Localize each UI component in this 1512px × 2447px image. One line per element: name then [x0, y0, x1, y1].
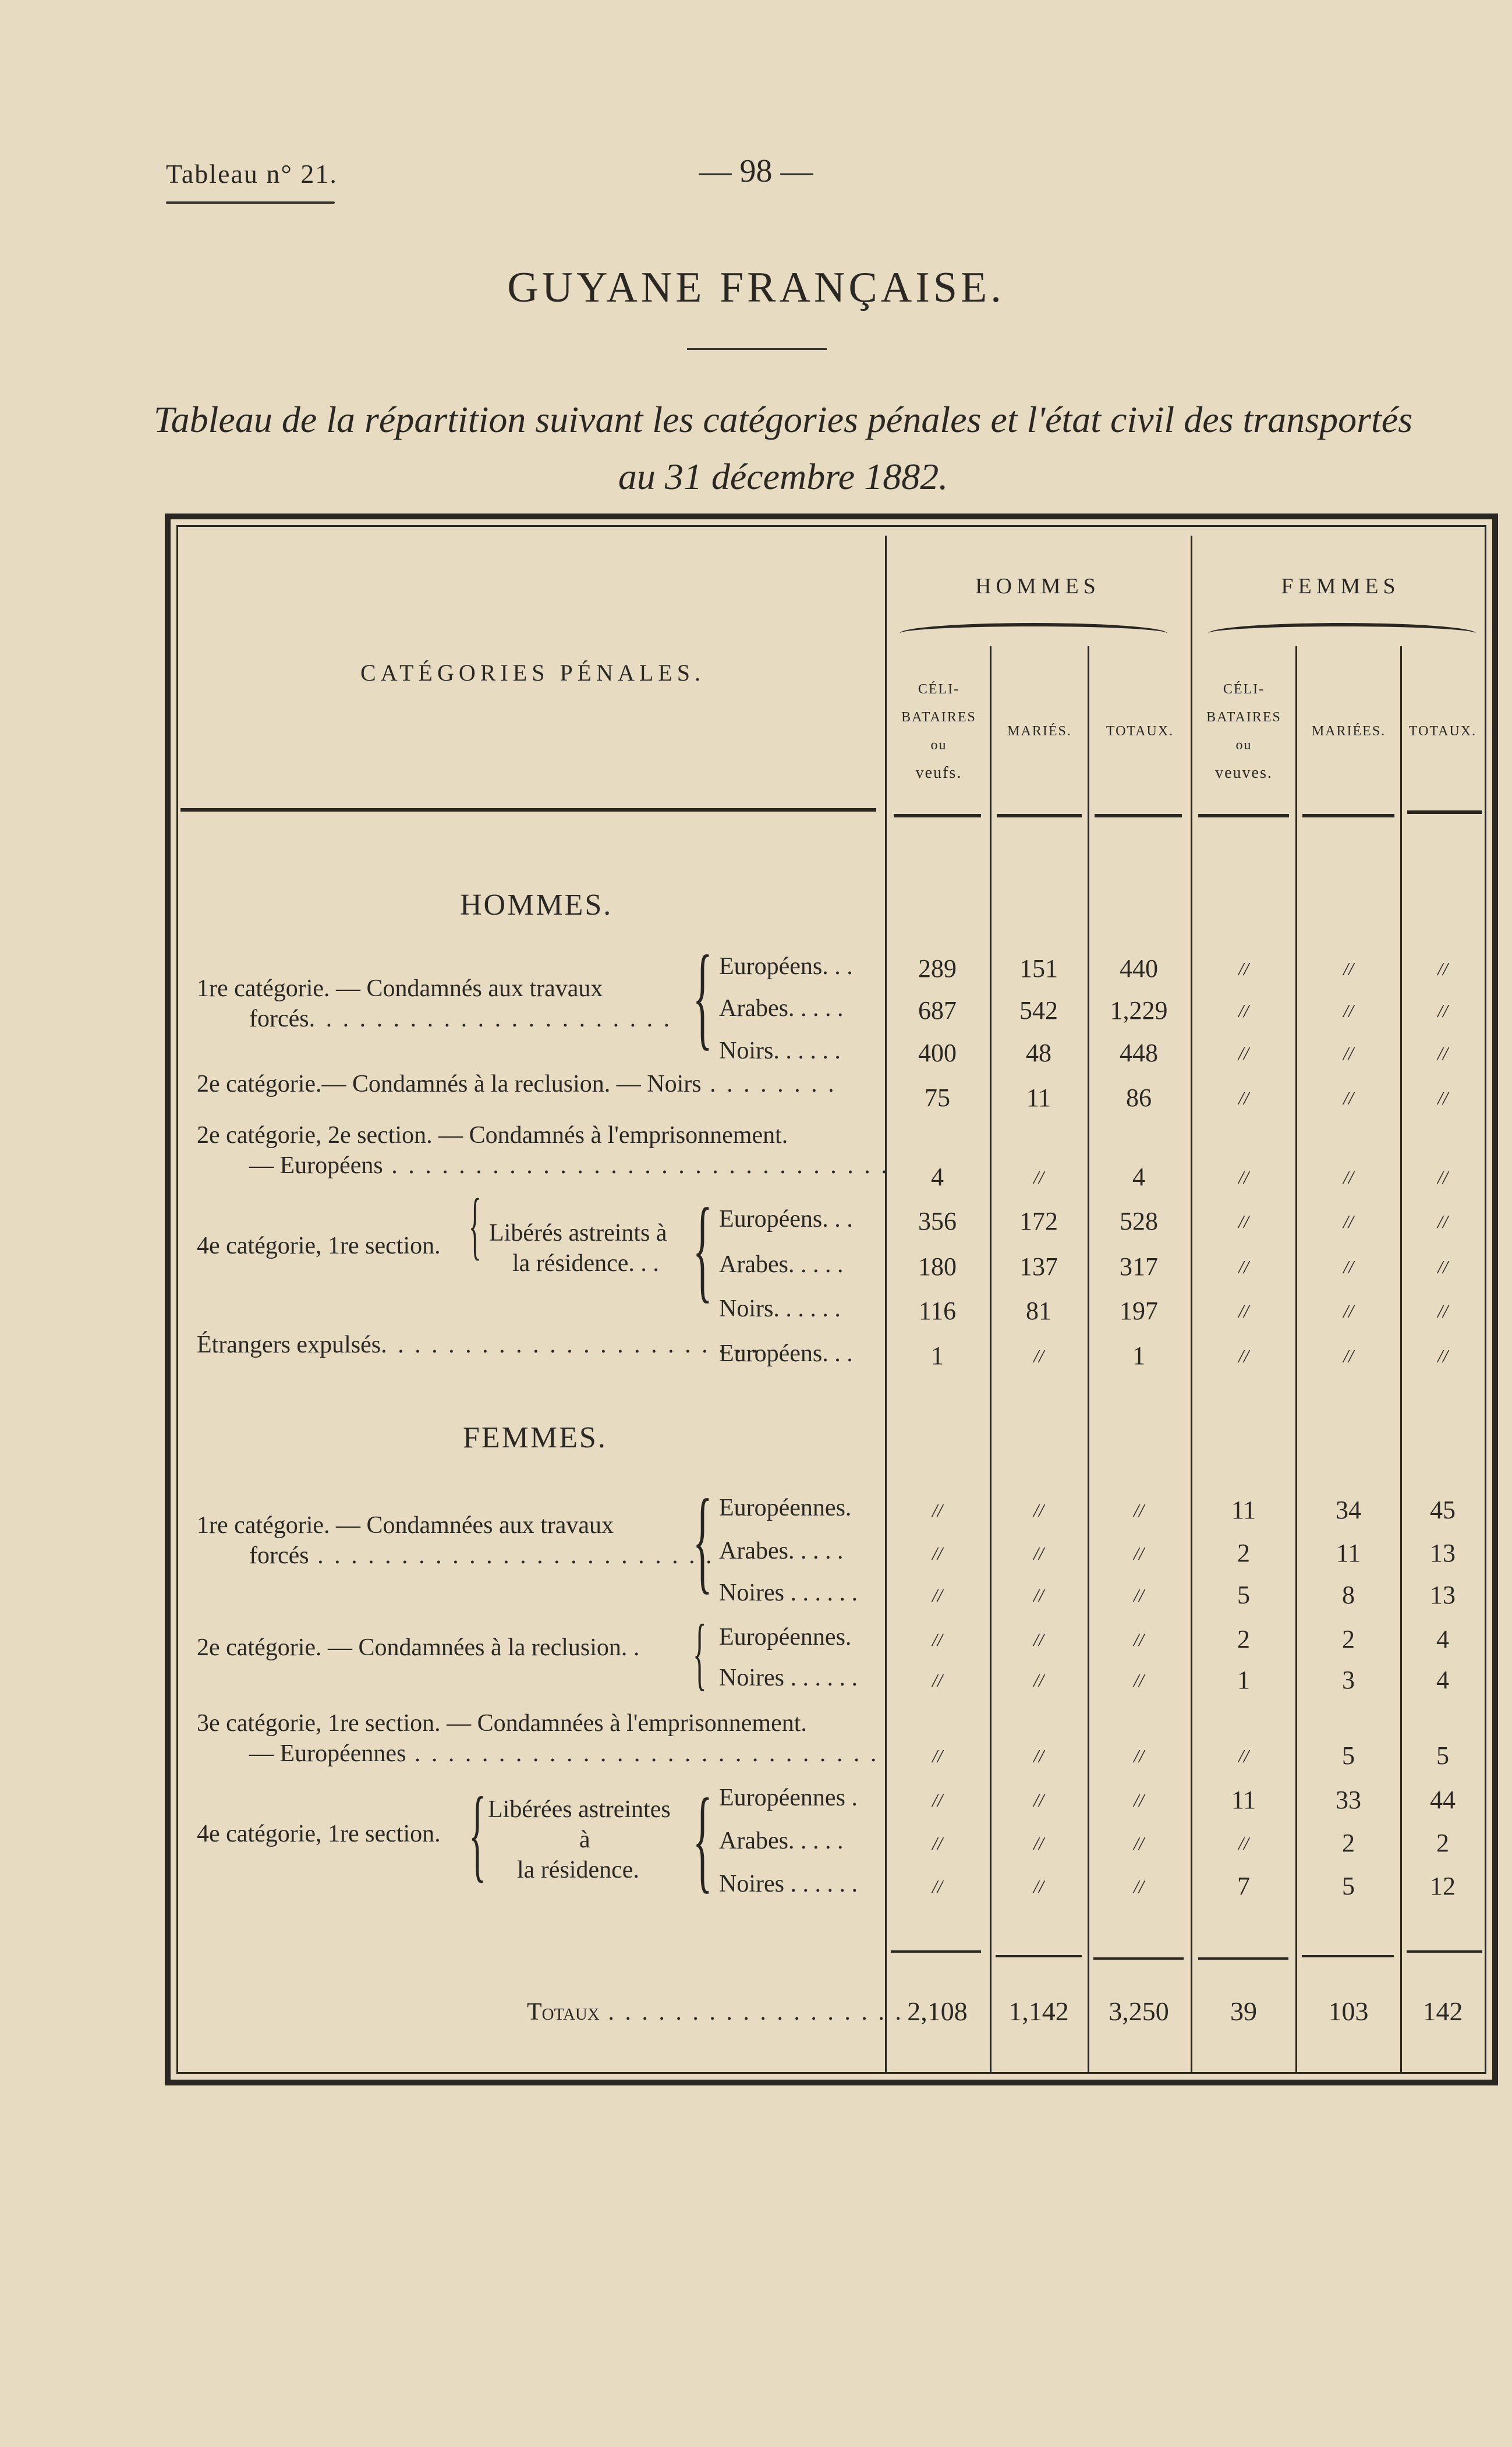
brace: {: [693, 932, 713, 1061]
category-label: 2e catégorie. — Condamnées à la reclusion. .: [197, 1634, 640, 1661]
header-line: CÉLI-: [918, 682, 960, 697]
table-cell: //: [1033, 1629, 1044, 1650]
category-label-text: 2e catégorie.— Condamnés à la reclusion. — Noirs: [197, 1071, 702, 1097]
table-cell: 4: [1132, 1163, 1145, 1191]
table-cell: 33: [1336, 1786, 1361, 1814]
table-cell: 5: [1342, 1872, 1355, 1900]
brace: {: [693, 1476, 713, 1605]
category-label: 1re catégorie. — Condamnés aux travaux: [197, 975, 603, 1002]
brace: {: [693, 1608, 707, 1698]
totals-cell: 1,142: [1008, 1996, 1069, 2026]
row-sublabel: Noirs. . . . . .: [719, 1295, 841, 1322]
totals-label-text: Totaux: [527, 1999, 600, 2025]
header-line: ou: [1235, 738, 1252, 753]
table-cell: 542: [1019, 996, 1058, 1025]
table-cell: //: [1033, 1500, 1044, 1521]
subtitle-line-1: Tableau de la répartition suivant les catégories pénales et l'état civil des transportés: [153, 399, 1413, 440]
category-label: 2e catégorie, 2e section. — Condamnés à l'emprisonnement.: [197, 1122, 788, 1149]
header-rule: [166, 201, 335, 204]
hommes-celibataires-header: [888, 675, 990, 787]
table-cell: 11: [1026, 1083, 1051, 1112]
brace: {: [693, 1185, 713, 1313]
table-cell: //: [1033, 1833, 1044, 1854]
row-sublabel: Noires . . . . . .: [719, 1871, 858, 1897]
table-cell: //: [932, 1745, 943, 1766]
page-number: — 98 —: [699, 153, 813, 189]
table-cell: //: [932, 1833, 943, 1854]
totals-rule: [996, 1955, 1082, 1957]
table-cell: 1,229: [1110, 996, 1168, 1025]
header-underline: [997, 814, 1082, 817]
table-cell: 12: [1430, 1872, 1456, 1900]
totals-cell: 142: [1422, 1996, 1463, 2026]
table-cell: //: [1033, 1790, 1044, 1811]
table-cell: 81: [1026, 1297, 1051, 1325]
table-cell: //: [1238, 1088, 1249, 1109]
category-label: Libérés astreints à: [489, 1220, 667, 1246]
table-cell: 5: [1237, 1581, 1250, 1609]
table-cell: 2: [1436, 1829, 1449, 1857]
category-label: 3e catégorie, 1re section. — Condamnées à l'emprisonnement.: [197, 1710, 807, 1737]
table-cell: 48: [1026, 1039, 1051, 1067]
section-hommes: HOMMES.: [460, 888, 613, 922]
totals-rule: [891, 1950, 981, 1953]
table-cell: 2: [1237, 1625, 1250, 1653]
table-cell: 137: [1019, 1252, 1058, 1281]
table-cell: //: [1238, 1043, 1249, 1064]
category-label-text: — Européens: [249, 1152, 383, 1179]
totals-cell: 3,250: [1109, 1996, 1169, 2026]
table-cell: 448: [1120, 1039, 1158, 1067]
categories-column-header: CATÉGORIES PÉNALES.: [360, 660, 706, 686]
table-cell: //: [1437, 1301, 1448, 1322]
table-cell: //: [1437, 1211, 1448, 1232]
totals-rule: [1302, 1955, 1394, 1957]
category-label-text: forcés: [249, 1542, 309, 1569]
hommes-maries-header: MARIÉS.: [1007, 724, 1072, 739]
table-cell: 7: [1237, 1872, 1250, 1900]
table-cell: //: [1033, 1345, 1044, 1366]
table-cell: //: [932, 1543, 943, 1564]
brace: {: [469, 1184, 481, 1267]
table-cell: //: [1343, 1167, 1354, 1188]
table-cell: //: [1343, 1043, 1354, 1064]
femmes-celibataires-header: [1192, 675, 1295, 787]
table-cell: 34: [1336, 1496, 1361, 1524]
header-line: BATAIRES: [1206, 710, 1281, 725]
page-subtitle: [87, 391, 1479, 505]
table-cell: 180: [918, 1252, 957, 1281]
table-cell: //: [1134, 1876, 1144, 1897]
table-cell: //: [1238, 1167, 1249, 1188]
table-cell: //: [932, 1790, 943, 1811]
brace: {: [469, 1776, 487, 1892]
subtitle-line-2: au 31 décembre 1882.: [618, 456, 948, 497]
totals-cell: 103: [1328, 1996, 1369, 2026]
title-rule: [687, 348, 827, 350]
table-cell: 4: [931, 1163, 944, 1191]
table-cell: //: [1033, 1670, 1044, 1691]
category-label: forcés . . . . . . . . . . . . . . . . . . . . . . . .: [249, 1542, 714, 1569]
table-cell: 400: [918, 1039, 957, 1067]
table-reference: Tableau n° 21.: [166, 159, 338, 189]
row-sublabel: Européens. . .: [719, 953, 853, 980]
table-cell: 4: [1436, 1666, 1449, 1694]
header-underline: [1095, 814, 1182, 817]
table-cell: 2: [1342, 1829, 1355, 1857]
category-label: 4e catégorie, 1re section.: [197, 1821, 441, 1847]
row-sublabel: Européennes .: [719, 1784, 858, 1811]
table-cell: 13: [1430, 1581, 1456, 1609]
table-cell: //: [1437, 1043, 1448, 1064]
category-label: Libérées astreintes: [488, 1796, 671, 1823]
table-cell: 1: [1237, 1666, 1250, 1694]
table-cell: 1: [931, 1341, 944, 1370]
table-cell: //: [1033, 1745, 1044, 1766]
category-label: — Européennes . . . . . . . . . . . . . . . . . . . . . . . . . . . .: [249, 1740, 879, 1767]
table-cell: //: [932, 1629, 943, 1650]
table-cell: 197: [1120, 1297, 1158, 1325]
table-cell: 13: [1430, 1539, 1456, 1567]
table-cell: //: [1238, 1301, 1249, 1322]
table-cell: 11: [1336, 1539, 1361, 1567]
table-cell: //: [1033, 1167, 1044, 1188]
table-cell: 5: [1342, 1741, 1355, 1770]
row-sublabel: Arabes. . . . .: [719, 1538, 844, 1564]
table-cell: 687: [918, 996, 957, 1025]
table-cell: //: [1437, 1000, 1448, 1021]
header-line: CÉLI-: [1223, 682, 1265, 697]
table-cell: //: [1343, 1345, 1354, 1366]
table-cell: 440: [1120, 954, 1158, 983]
category-label: 1re catégorie. — Condamnées aux travaux: [197, 1512, 614, 1539]
row-sublabel: Européennes.: [719, 1495, 852, 1521]
table-cell: 172: [1019, 1207, 1058, 1235]
table-cell: //: [1033, 1876, 1044, 1897]
table-cell: //: [1238, 1256, 1249, 1277]
table-cell: 116: [918, 1297, 957, 1325]
table-cell: //: [1238, 1833, 1249, 1854]
totals-cell: 39: [1230, 1996, 1257, 2026]
table-cell: 317: [1120, 1252, 1158, 1281]
table-cell: //: [932, 1876, 943, 1897]
table-cell: 75: [925, 1083, 950, 1112]
row-sublabel: Noires . . . . . .: [719, 1580, 858, 1606]
brace: {: [693, 1775, 713, 1904]
page-title: GUYANE FRANÇAISE.: [507, 264, 1005, 311]
category-label: — Européens . . . . . . . . . . . . . . . . . . . . . . . . . . . . . .: [249, 1152, 890, 1179]
table-cell: 528: [1120, 1207, 1158, 1235]
section-femmes: FEMMES.: [463, 1421, 607, 1454]
table-cell: //: [1437, 1088, 1448, 1109]
table-cell: //: [1238, 1000, 1249, 1021]
category-label: à: [579, 1826, 590, 1853]
category-label: 4e catégorie, 1re section.: [197, 1233, 441, 1259]
header-line: ou: [930, 738, 947, 753]
header-line: veuves.: [1215, 764, 1273, 782]
hommes-totaux-header: TOTAUX.: [1106, 724, 1174, 739]
hommes-column-group: HOMMES: [975, 574, 1100, 599]
header-underline: [1198, 814, 1289, 817]
table-cell: 2: [1237, 1539, 1250, 1567]
row-sublabel: Noires . . . . . .: [719, 1665, 858, 1691]
table-cell: 8: [1342, 1581, 1355, 1609]
table-cell: //: [1134, 1833, 1144, 1854]
table-cell: //: [1238, 1745, 1249, 1766]
table-cell: //: [1437, 1167, 1448, 1188]
category-label-text: forcés: [249, 1005, 309, 1032]
table-cell: 2: [1342, 1625, 1355, 1653]
table-cell: 44: [1430, 1786, 1456, 1814]
table-cell: //: [1437, 1256, 1448, 1277]
header-underline: [894, 814, 981, 817]
category-label: Étrangers expulsés. . . . . . . . . . . . . . . . . . . . . . .: [197, 1331, 761, 1358]
row-sublabel: Européens. . .: [719, 1206, 853, 1233]
table-cell: //: [1134, 1745, 1144, 1766]
femmes-mariees-header: MARIÉES.: [1311, 724, 1386, 739]
header-underline: [1407, 810, 1482, 814]
table-cell: //: [1437, 1345, 1448, 1366]
table-cell: //: [1343, 1256, 1354, 1277]
table-cell: 11: [1231, 1786, 1256, 1814]
header-line: veufs.: [915, 764, 962, 782]
row-sublabel: Arabes. . . . .: [719, 995, 844, 1022]
table-cell: //: [1134, 1670, 1144, 1691]
table-cell: 4: [1436, 1625, 1449, 1653]
table-cell: //: [1343, 958, 1354, 979]
table-cell: 11: [1231, 1496, 1256, 1524]
table-cell: //: [1134, 1500, 1144, 1521]
header-underline: [1302, 814, 1394, 817]
table-cell: 3: [1342, 1666, 1355, 1694]
row-sublabel: Noirs. . . . . .: [719, 1037, 841, 1064]
table-cell: 1: [1132, 1341, 1145, 1370]
table-cell: //: [1033, 1585, 1044, 1606]
table-cell: //: [932, 1585, 943, 1606]
header-underline: [180, 808, 876, 812]
row-sublabel: Européennes.: [719, 1624, 852, 1651]
table-cell: //: [1134, 1585, 1144, 1606]
table-cell: 86: [1126, 1083, 1152, 1112]
category-label: la résidence.: [517, 1857, 639, 1883]
row-sublabel: Arabes. . . . .: [719, 1251, 844, 1278]
category-label-text: Étrangers expulsés: [197, 1331, 381, 1358]
category-label-text: — Européennes: [249, 1740, 406, 1767]
table-cell: //: [1343, 1301, 1354, 1322]
table-cell: //: [1238, 1345, 1249, 1366]
table-cell: //: [932, 1670, 943, 1691]
table-cell: //: [1343, 1211, 1354, 1232]
category-label: la résidence. . .: [512, 1250, 659, 1277]
table-cell: 356: [918, 1207, 957, 1235]
totals-rule: [1407, 1950, 1482, 1953]
header-line: BATAIRES: [901, 710, 976, 725]
femmes-column-group: FEMMES: [1281, 574, 1400, 599]
table-cell: //: [1238, 1211, 1249, 1232]
row-sublabel: Arabes. . . . .: [719, 1828, 844, 1854]
totals-cell: 2,108: [907, 1996, 968, 2026]
column-rule: [1295, 646, 1297, 2073]
table-cell: //: [1437, 958, 1448, 979]
table-cell: //: [1134, 1543, 1144, 1564]
column-rule: [885, 536, 887, 2073]
table-cell: //: [1343, 1088, 1354, 1109]
category-label: 2e catégorie.— Condamnés à la reclusion. — Noirs . . . . . . . .: [197, 1071, 837, 1097]
table-cell: //: [1238, 958, 1249, 979]
table-cell: 5: [1436, 1741, 1449, 1770]
table-cell: 289: [918, 954, 957, 983]
table-cell: 151: [1019, 954, 1058, 983]
table-cell: //: [1134, 1629, 1144, 1650]
table-cell: //: [1343, 1000, 1354, 1021]
row-sublabel: Européens. . .: [719, 1340, 853, 1367]
table-cell: //: [1033, 1543, 1044, 1564]
totals-label: Totaux . . . . . . . . . . . . . . . . . .: [527, 1999, 904, 2025]
totals-rule: [1093, 1957, 1184, 1960]
table-cell: //: [932, 1500, 943, 1521]
totals-rule: [1198, 1957, 1288, 1960]
table-cell: //: [1134, 1790, 1144, 1811]
category-label: forcés. . . . . . . . . . . . . . . . . . . . . .: [249, 1005, 672, 1032]
table-cell: 45: [1430, 1496, 1456, 1524]
femmes-totaux-header: TOTAUX.: [1408, 724, 1477, 739]
